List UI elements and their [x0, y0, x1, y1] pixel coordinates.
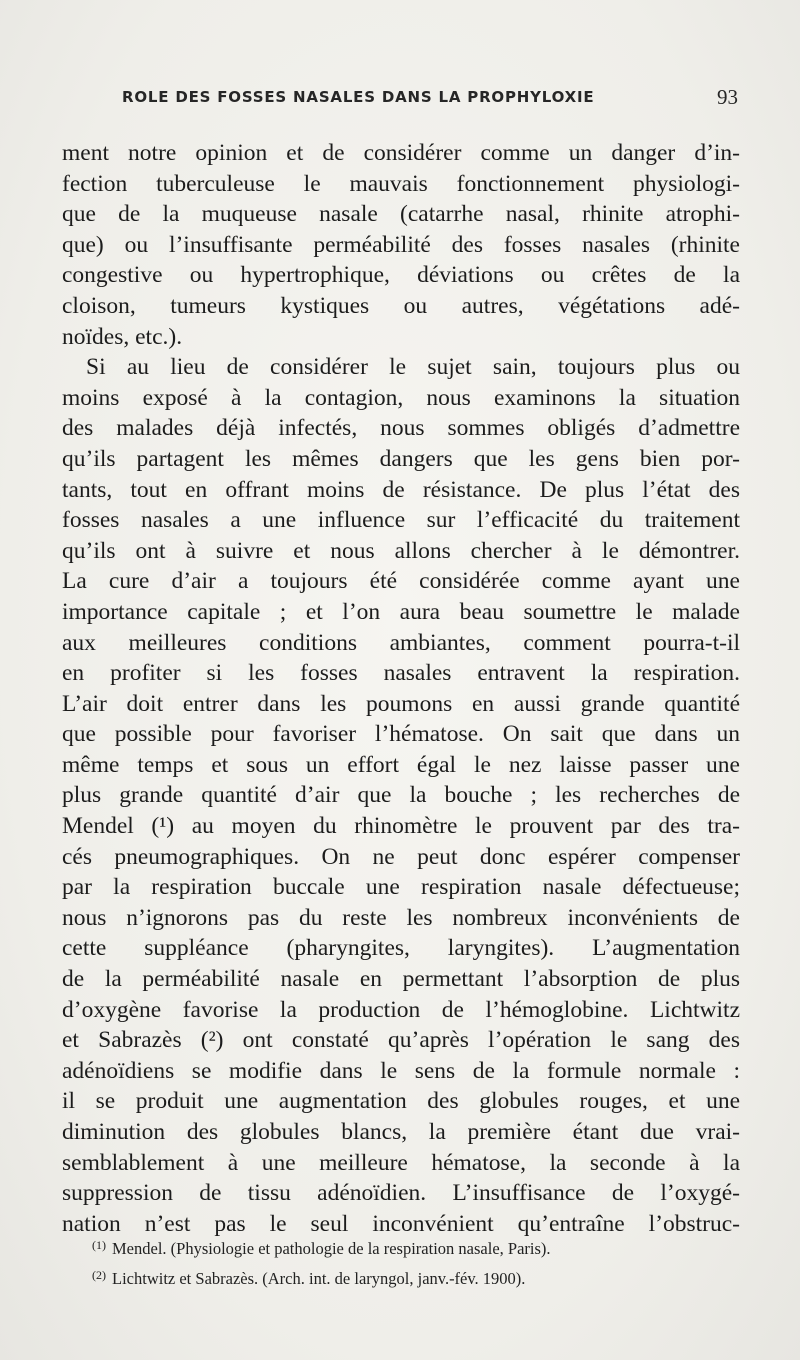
footnotes [92, 1230, 692, 1290]
footnote-marker: (1) [92, 1238, 106, 1252]
text-line: fosses nasales a une influence sur l’efficacité du traitement [62, 507, 740, 534]
text-line: qu’ils partagent les mêmes dangers que les gens bien por- [62, 445, 740, 472]
text-line: d’oxygène favorise la production de l’hémoglobine. Lichtwitz [62, 996, 740, 1023]
text-line: ment notre opinion et de considérer comme un danger d’in- [62, 140, 740, 166]
text-line: tants, tout en offrant moins de résistance. De plus l’état des [62, 476, 740, 503]
footnote [92, 1230, 692, 1260]
text-line: aux meilleures conditions ambiantes, comment pourra-t-il [62, 629, 740, 656]
text-line: de la perméabilité nasale en permettant l’absorption de plus [62, 966, 740, 993]
text-line: même temps et sous un effort égal le nez laisse passer une [62, 751, 740, 778]
text-line: diminution des globules blancs, la première étant due vrai- [62, 1119, 740, 1145]
text-line: que) ou l’insuffisante perméabilité des fosses nasales (rhinite [62, 231, 740, 258]
text-line: nation n’est pas le seul inconvénient qu’entraîne l’obstruc- [62, 1210, 740, 1237]
text-line: moins exposé à la contagion, nous examinons la situation [62, 384, 740, 411]
text-line: suppression de tissu adénoïdien. L’insuffisance de l’oxygé- [62, 1180, 740, 1207]
text-line: cloison, tumeurs kystiques ou autres, végétations adé- [62, 292, 740, 319]
text-line: noïdes, etc.). [62, 323, 183, 350]
running-head [122, 85, 738, 114]
text-line: par la respiration buccale une respiration nasale défectueuse; [62, 874, 740, 901]
text-line: semblablement à une meilleure hématose, la seconde à la [62, 1149, 740, 1176]
footnote-text: Lichtwitz et Sabrazès. (Arch. int. de laryngol, janv.-fév. 1900). [112, 1269, 526, 1288]
text-line: L’air doit entrer dans les poumons en aussi grande quantité [62, 690, 740, 717]
text-line: fection tuberculeuse le mauvais fonctionnement physiologi- [62, 170, 740, 197]
text-line: adénoïdiens se modifie dans le sens de la formule normale : [62, 1057, 740, 1084]
text-line: Si au lieu de considérer le sujet sain, toujours plus ou [86, 354, 740, 381]
footnote [92, 1260, 692, 1290]
text-line: congestive ou hypertrophique, déviations ou crêtes de la [62, 262, 740, 289]
text-line: Mendel (¹) au moyen du rhinomètre le prouvent par des tra- [62, 813, 740, 840]
text-line: cette suppléance (pharyngites, laryngites). L’augmentation [62, 935, 740, 962]
text-line: des malades déjà infectés, nous sommes obligés d’admettre [62, 415, 740, 442]
text-line: plus grande quantité d’air que la bouche ; les recherches de [62, 782, 740, 809]
text-line: nous n’ignorons pas du reste les nombreux inconvénients de [62, 904, 740, 931]
text-line: que de la muqueuse nasale (catarrhe nasal, rhinite atrophi- [62, 201, 740, 228]
text-line: il se produit une augmentation des globules rouges, et une [62, 1088, 740, 1115]
text-line: en profiter si les fosses nasales entravent la respiration. [62, 660, 740, 687]
text-line: et Sabrazès (²) ont constaté qu’après l’opération le sang des [62, 1027, 740, 1054]
text-line: importance capitale ; et l’on aura beau soumettre le malade [62, 598, 740, 625]
text-line: cés pneumographiques. On ne peut donc espérer compenser [62, 843, 740, 870]
page-number: 93 [717, 85, 738, 109]
body-text [62, 138, 740, 1239]
text-line: que possible pour favoriser l’hématose. On sait que dans un [62, 721, 740, 748]
running-title: ROLE DES FOSSES NASALES DANS LA PROPHYLOXIE [122, 88, 595, 106]
text-line: La cure d’air a toujours été considérée comme ayant une [62, 568, 740, 595]
footnote-marker: (2) [92, 1268, 106, 1282]
text-line: qu’ils ont à suivre et nous allons chercher à le démontrer. [62, 537, 740, 564]
footnote-text: Mendel. (Physiologie et pathologie de la respiration nasale, Paris). [112, 1239, 551, 1258]
